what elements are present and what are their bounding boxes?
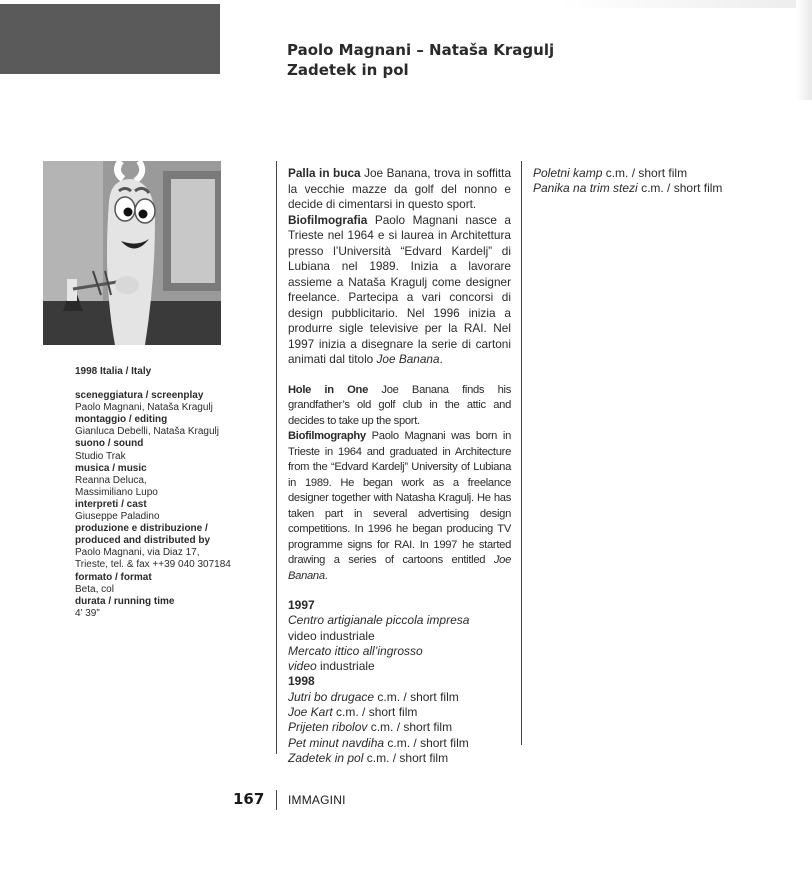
section-name: IMMAGINI bbox=[288, 793, 346, 807]
page-number: 167 bbox=[233, 790, 265, 808]
bio-end-en: . bbox=[324, 569, 328, 582]
film-title: Joe Kart bbox=[288, 705, 333, 720]
credit-label: formato / format bbox=[75, 571, 152, 583]
film-title: Zadetek in pol bbox=[287, 61, 409, 79]
synopsis-heading-it: Palla in buca bbox=[288, 166, 361, 180]
film-note: c.m. / short film bbox=[605, 166, 688, 180]
film-title: Poletni kamp bbox=[533, 166, 603, 180]
credit-value: 4’ 39” bbox=[75, 607, 100, 619]
bio-heading-en: Biofilmography bbox=[288, 430, 366, 442]
filmography-item bbox=[288, 705, 511, 720]
credit-value: Reanna Deluca, Massimiliano Lupo bbox=[75, 474, 158, 498]
film-note: c.m. / short film bbox=[641, 181, 723, 196]
film-note: c.m. / short film bbox=[336, 705, 418, 720]
series-title-en: Joe Banana bbox=[288, 554, 512, 582]
bio-heading-it: Biofilmografia bbox=[288, 212, 368, 227]
italian-text bbox=[288, 166, 511, 368]
film-note: c.m. / short film bbox=[366, 750, 449, 765]
filmography-item bbox=[533, 181, 773, 196]
credit-label: sceneggiatura / screenplay bbox=[75, 390, 204, 402]
series-title-it: Joe Banana bbox=[376, 352, 440, 366]
scan-shading-edge bbox=[796, 0, 812, 100]
credit-label: durata / running time bbox=[75, 595, 175, 607]
film-title: Jutri bo drugace bbox=[288, 689, 375, 704]
credit-label: interpreti / cast bbox=[75, 498, 147, 510]
english-text bbox=[288, 383, 511, 585]
banana-character-illustration bbox=[43, 161, 221, 345]
film-still-image bbox=[43, 161, 221, 345]
column-divider bbox=[276, 161, 277, 754]
filmography-item bbox=[288, 644, 511, 659]
filmography-continued bbox=[533, 166, 773, 197]
filmography-item bbox=[288, 736, 511, 751]
filmography-item bbox=[288, 629, 511, 644]
credit-value: Studio Trak bbox=[75, 450, 126, 462]
footer-divider bbox=[276, 790, 277, 810]
bio-it: Paolo Magnani nasce a Trieste nel 1964 e si laurea in Architettura presso l’Università “Edvard Kardelj” di Lubiana nel 1989. Inizia a lavorare assieme a Nataša Kragulj come designer freelance. Partecipa a vari concorsi di design pubblicitario. Nel 1996 inizia a produrre sigle televisive per la RAI. Nel 1997 inizia a disegnare la serie di cartoni animati dal titolo bbox=[288, 212, 511, 366]
year-country: 1998 Italia / Italy bbox=[75, 366, 152, 377]
filmography-item bbox=[533, 166, 773, 181]
filmography-year: 1997 bbox=[288, 598, 315, 612]
filmography-list-1997 bbox=[288, 613, 511, 674]
film-title: Zadetek in pol bbox=[288, 750, 364, 765]
filmography-item bbox=[288, 690, 511, 705]
credit-value: Gianluca Debelli, Nataša Kragulj bbox=[75, 426, 219, 438]
credit-value: Paolo Magnani, Nataša Kragulj bbox=[75, 402, 213, 414]
credit-label: montaggio / editing bbox=[75, 414, 168, 426]
filmography-item bbox=[288, 613, 511, 628]
synopsis-en: Joe Banana finds his grandfather’s old golf club in the attic and decides to take up the sport. bbox=[288, 383, 511, 427]
bio-end-it: . bbox=[439, 352, 443, 366]
credit-label: suono / sound bbox=[75, 438, 144, 450]
credits-block bbox=[75, 366, 265, 620]
film-title: Mercato ittico all’ingrosso bbox=[288, 643, 423, 658]
filmography-item bbox=[288, 751, 511, 766]
film-note: video industriale bbox=[288, 628, 375, 643]
film-note: industriale bbox=[320, 659, 375, 674]
column-divider bbox=[521, 161, 522, 745]
film-title: Prijeten ribolov bbox=[288, 720, 368, 735]
credit-label: produzione e distribuzione / produced and distributed by bbox=[75, 523, 211, 547]
film-note: c.m. / short film bbox=[387, 735, 469, 750]
filmography-item bbox=[288, 720, 511, 735]
film-title: Pet minut navdiha bbox=[288, 735, 385, 750]
bio-en: Paolo Magnani was born in Trieste in 1964 and graduated in Architecture from the “Edvard Kardelj” University of Lubiana in 1989. He began work as a freelance designer together with Natasha Kragulj. He has taken part in several advertising design competitions. In 1996 he began producing TV programme signs for RAI. In 1997 he started drawing a series of cartoons entitled bbox=[288, 430, 511, 566]
credit-list bbox=[75, 390, 265, 620]
page-header bbox=[287, 40, 554, 80]
credit-value: Paolo Magnani, via Diaz 17, Trieste, tel. & fax ++39 040 307184 bbox=[75, 547, 231, 571]
synopsis-heading-en: Hole in One bbox=[288, 383, 369, 396]
main-text-column bbox=[288, 166, 511, 766]
film-note: c.m. / short film bbox=[377, 689, 459, 704]
filmography bbox=[288, 598, 511, 766]
directors-title: Paolo Magnani – Nataša Kragulj bbox=[287, 41, 555, 59]
credit-label: musica / music bbox=[75, 462, 147, 474]
filmography-year: 1998 bbox=[288, 674, 315, 689]
film-title: Centro artigianale piccola impresa bbox=[288, 613, 470, 628]
credit-value: Beta, col bbox=[75, 583, 114, 595]
credit-value: Giuseppe Paladino bbox=[75, 511, 160, 523]
scan-shading bbox=[560, 0, 812, 8]
filmography-list-1998 bbox=[288, 690, 511, 766]
filmography-item bbox=[288, 659, 511, 674]
film-note: c.m. / short film bbox=[370, 720, 453, 735]
film-title: Panika na trim stezi bbox=[533, 181, 638, 196]
header-color-block bbox=[0, 4, 220, 74]
synopsis-it: Joe Banana, trova in soffitta la vecchie mazze da golf del nonno e decide di cimentarsi in questo sport. bbox=[288, 166, 512, 211]
film-title: video bbox=[288, 659, 317, 674]
